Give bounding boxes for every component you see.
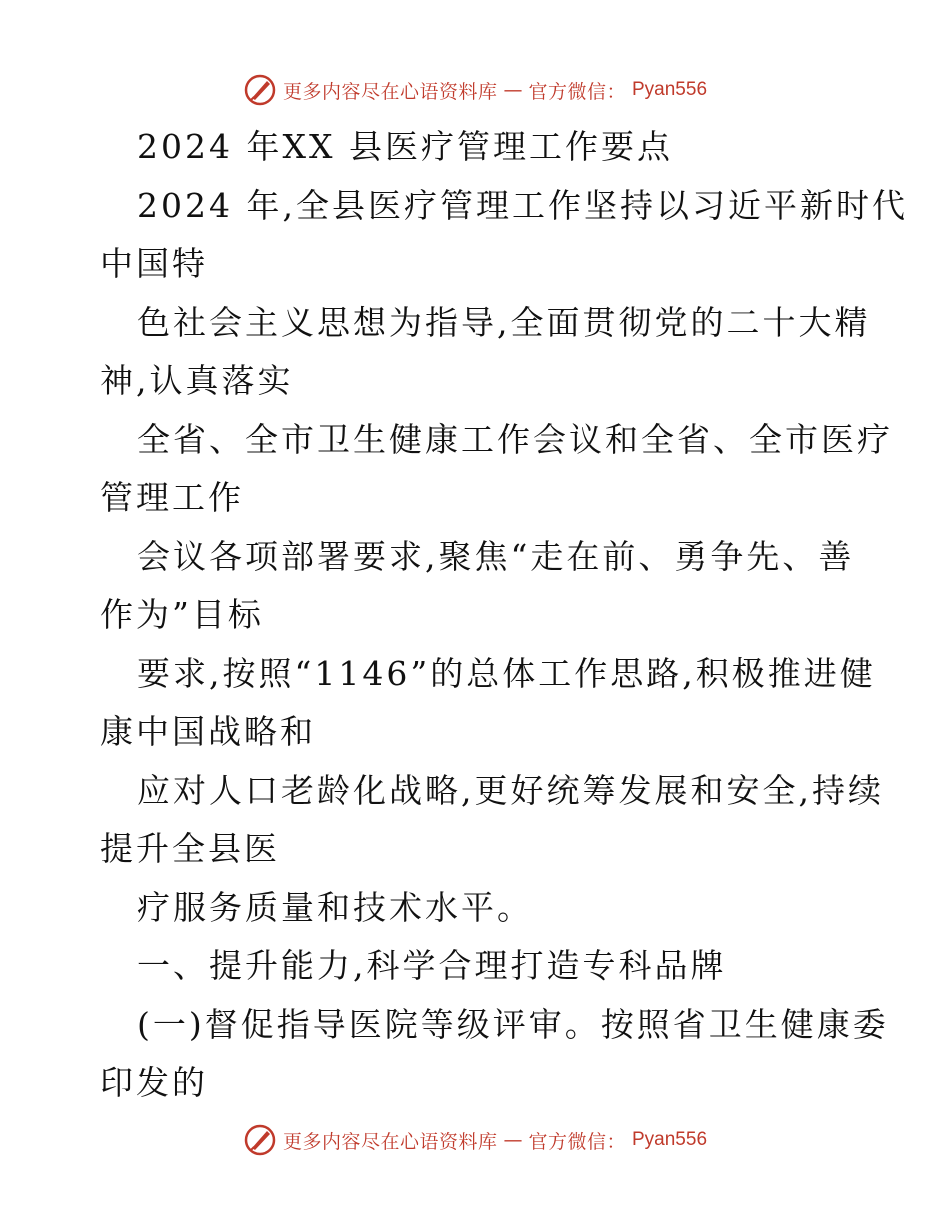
text-line: 疗服务质量和技术水平。 bbox=[137, 887, 533, 927]
document-title: 2024 年XX 县医疗管理工作要点 bbox=[137, 127, 673, 166]
text-line: 色社会主义思想为指导,全面贯彻党的二十大精 bbox=[137, 302, 871, 342]
watermark-wechat-label: 官方微信： bbox=[528, 1130, 626, 1153]
text-line: 管理工作 bbox=[100, 478, 244, 517]
watermark-separator: — bbox=[503, 79, 523, 101]
text-line: 要求,按照“1146”的总体工作思路,积极推进健 bbox=[137, 653, 876, 693]
text-line: 中国特 bbox=[100, 244, 208, 283]
text-line: 神,认真落实 bbox=[100, 361, 294, 400]
footer-watermark bbox=[0, 1120, 950, 1160]
text-line: 康中国战略和 bbox=[100, 712, 316, 751]
text-line: 提升全县医 bbox=[100, 829, 280, 868]
watermark-wechat-id: Pyan556 bbox=[632, 79, 708, 100]
watermark-site-text: 更多内容尽在心语资料库 bbox=[282, 1130, 498, 1153]
watermark-separator: — bbox=[503, 1129, 523, 1151]
quill-logo-icon bbox=[243, 73, 277, 107]
watermark-site-text: 更多内容尽在心语资料库 bbox=[282, 80, 498, 103]
subsection-heading: (一)督促指导医院等级评审。按照省卫生健康委 bbox=[137, 1004, 889, 1044]
header-watermark bbox=[0, 70, 950, 110]
watermark-wechat-id: Pyan556 bbox=[632, 1129, 708, 1150]
text-line: 作为”目标 bbox=[100, 595, 264, 634]
text-line: 应对人口老龄化战略,更好统筹发展和安全,持续 bbox=[137, 770, 884, 810]
text-line: 会议各项部署要求,聚焦“走在前、勇争先、善 bbox=[137, 536, 855, 576]
text-line: 全省、全市卫生健康工作会议和全省、全市医疗 bbox=[137, 419, 893, 459]
document-body bbox=[100, 118, 908, 1113]
text-line: 印发的 bbox=[100, 1063, 208, 1102]
section-heading: 一、提升能力,科学合理打造专科品牌 bbox=[137, 946, 727, 985]
watermark-wechat-label: 官方微信： bbox=[528, 80, 626, 103]
quill-logo-icon bbox=[243, 1123, 277, 1157]
text-line: 2024 年,全县医疗管理工作坚持以习近平新时代 bbox=[137, 185, 908, 225]
